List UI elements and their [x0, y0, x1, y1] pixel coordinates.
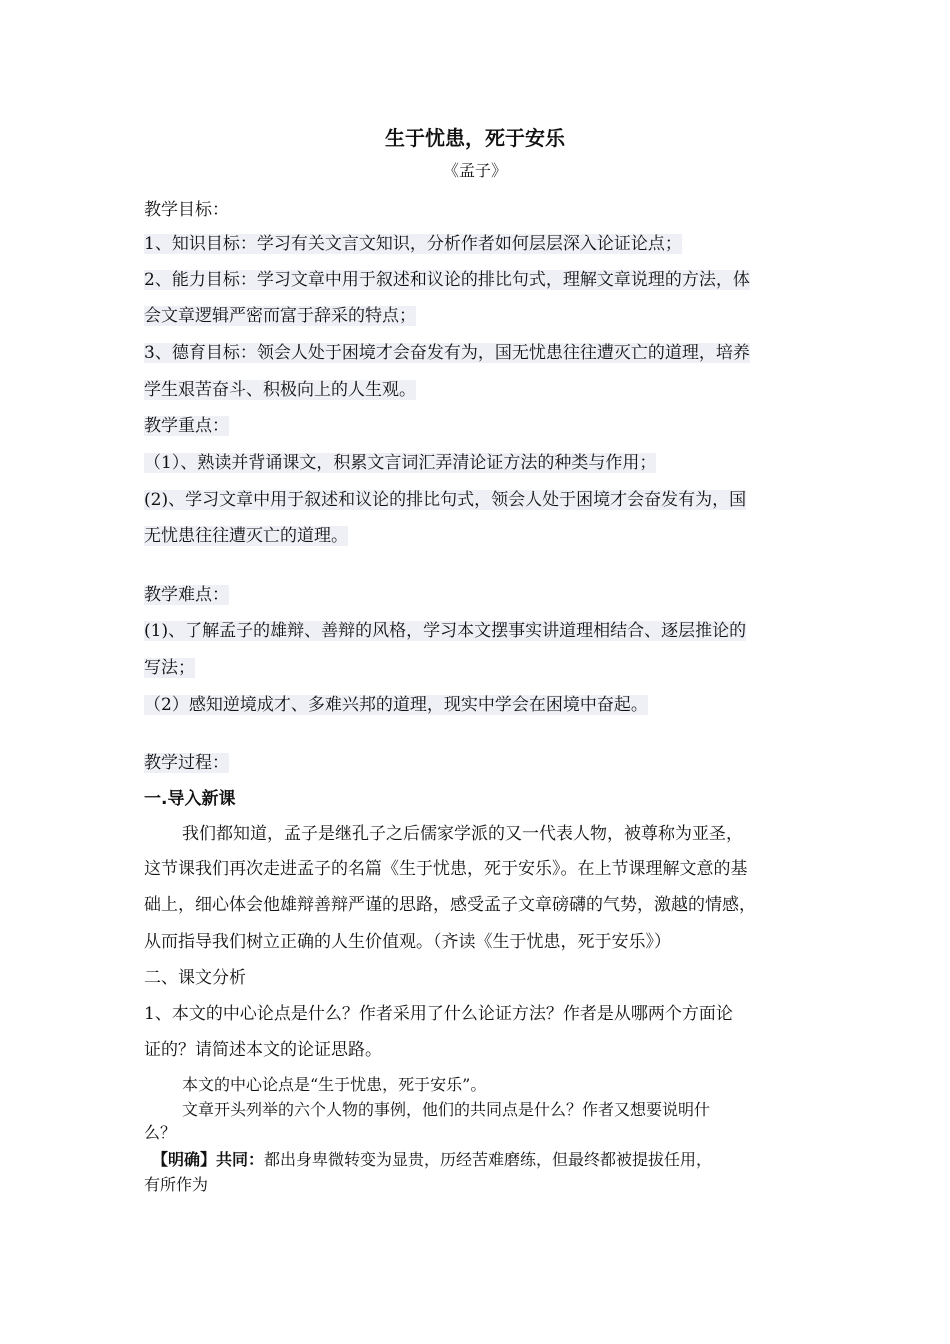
goal-2-line-2: 会文章逻辑严密而富于辞采的特点；	[144, 306, 416, 326]
process-heading: 教学过程：	[144, 753, 229, 773]
difficulty-2: （2）感知逆境成才、多难兴邦的道理，现实中学会在困境中奋起。	[144, 695, 648, 715]
question-1-line-2: 证的？请简述本文的论证思路。	[144, 1040, 382, 1060]
goal-2-line-1: 2、能力目标：学习文章中用于叙述和议论的排比句式，理解文章说理的方法，体	[144, 270, 750, 290]
question-1-line-1: 1、本文的中心论点是什么？作者采用了什么论证方法？作者是从哪两个方面论	[144, 1004, 733, 1024]
goal-3-line-1: 3、德育目标：领会人处于困境才会奋发有为，国无忧患往往遭灭亡的道理，培养	[144, 343, 750, 363]
answer-2-line-2: 有所作为	[144, 1175, 209, 1194]
goal-3-line-2: 学生艰苦奋斗、积极向上的人生观。	[144, 380, 416, 400]
intro-line-4: 从而指导我们树立正确的人生价值观。（齐读《生于忧患，死于安乐》）	[144, 932, 671, 952]
key-point-2-line-2: 无忧患往往遭灭亡的道理。	[144, 526, 348, 546]
difficulty-1-line-2: 写法；	[144, 658, 195, 678]
section-1-heading: 一.导入新课	[144, 789, 236, 809]
section-2-heading: 二、课文分析	[144, 968, 246, 988]
answer-2-line-1: 【明确】共同：都出身卑微转变为显贵，历经苦难磨练，但最终都被提拔任用，	[152, 1150, 713, 1169]
answer-2-label: 【明确】共同：	[152, 1150, 265, 1169]
goal-1: 1、知识目标：学习有关文言文知识，分析作者如何层层深入论证论点；	[144, 234, 682, 254]
doc-title: 生于忧患，死于安乐	[385, 126, 565, 150]
intro-line-3: 础上，细心体会他雄辩善辩严谨的思路，感受孟子文章磅礴的气势，激越的情感，	[144, 895, 756, 915]
answer-1: 本文的中心论点是“生于忧患，死于安乐”。	[182, 1075, 487, 1094]
doc-subtitle: 《孟子》	[442, 161, 507, 180]
intro-line-2: 这节课我们再次走进孟子的名篇《生于忧患，死于安乐》。在上节课理解文意的基	[144, 859, 748, 879]
question-2-line-2: 么？	[144, 1123, 177, 1142]
difficulty-heading: 教学难点：	[144, 585, 229, 605]
key-point-2-line-1: (2)、学习文章中用于叙述和议论的排比句式，领会人处于困境才会奋发有为，国	[144, 490, 747, 510]
goals-heading: 教学目标：	[144, 200, 229, 220]
question-2-line-1: 文章开头列举的六个人物的事例，他们的共同点是什么？作者又想要说明什	[182, 1100, 711, 1119]
difficulty-1-line-1: (1)、了解孟子的雄辩、善辩的风格，学习本文摆事实讲道理相结合、逐层推论的	[144, 621, 747, 641]
intro-line-1: 我们都知道，孟子是继孔子之后儒家学派的又一代表人物，被尊称为亚圣，	[182, 824, 743, 844]
key-heading: 教学重点：	[144, 416, 229, 436]
key-point-1: （1）、熟读并背诵课文，积累文言词汇弄清论证方法的种类与作用；	[144, 453, 657, 473]
